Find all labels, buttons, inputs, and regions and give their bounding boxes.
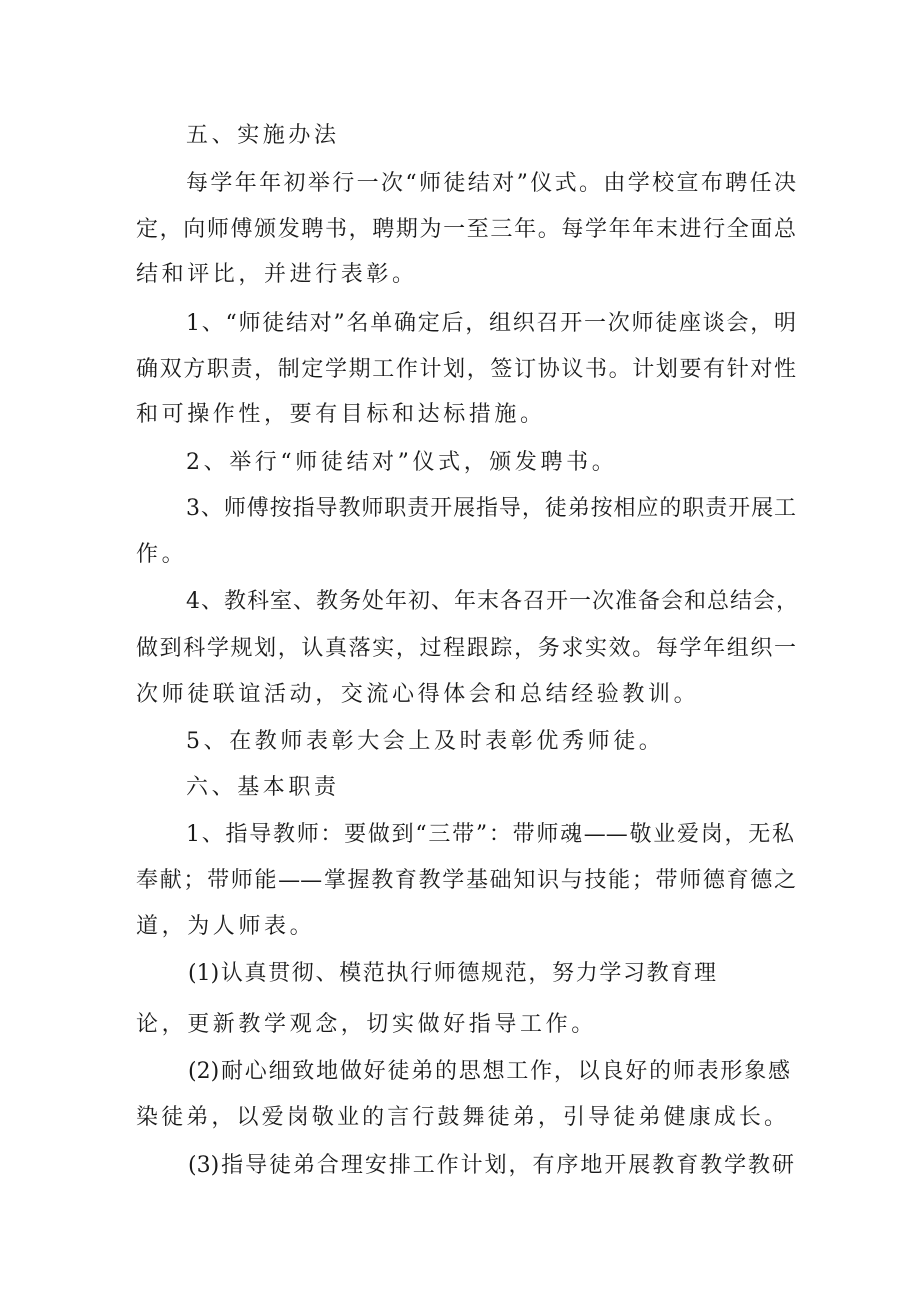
list-item-line: (3)指导徒弟合理安排工作计划，有序地开展教育教学教研 xyxy=(188,1153,794,1178)
list-item-line: (1)认真贯彻、模范执行师德规范，努力学习教育理 xyxy=(188,961,716,986)
paragraph-line: 4、教科室、教务处年初、年末各召开一次准备会和总结会， xyxy=(186,589,798,614)
paragraph-line: 次师徒联谊活动，交流心得体会和总结经验教训。 xyxy=(136,682,700,707)
list-item-line: (2)耐心细致地做好徒弟的思想工作，以良好的师表形象感 xyxy=(188,1059,790,1084)
paragraph-line: 定，向师傅颁发聘书，聘期为一至三年。每学年年末进行全面总 xyxy=(136,217,796,242)
paragraph-line: 奉献；带师能——掌握教育教学基础知识与技能；带师德育德之 xyxy=(136,868,796,893)
paragraph-line: 结和评比，并进行表彰。 xyxy=(136,262,418,287)
list-item-line: 论，更新教学观念，切实做好指导工作。 xyxy=(136,1012,597,1037)
paragraph-line: 每学年年初举行一次“师徒结对”仪式。由学校宣布聘任决 xyxy=(186,171,796,196)
paragraph-line: 作。 xyxy=(136,542,188,567)
paragraph-line: 2、举行“师徒结对”仪式，颁发聘书。 xyxy=(186,450,618,475)
section-heading-duties: 六、基本职责 xyxy=(186,775,340,800)
paragraph-line: 确双方职责，制定学期工作计划，签订协议书。计划要有针对性 xyxy=(136,357,796,382)
paragraph-line: 1、“师徒结对”名单确定后，组织召开一次师徒座谈会，明 xyxy=(186,311,796,336)
paragraph-line: 道，为人师表。 xyxy=(136,914,316,939)
paragraph-line: 和可操作性，要有目标和达标措施。 xyxy=(136,402,546,427)
paragraph-line: 5、在教师表彰大会上及时表彰优秀师徒。 xyxy=(186,729,665,754)
section-heading-implementation: 五、实施办法 xyxy=(186,123,340,148)
paragraph-line: 3、师傅按指导教师职责开展指导，徒弟按相应的职责开展工 xyxy=(186,496,796,521)
list-item-line: 染徒弟，以爱岗敬业的言行鼓舞徒弟，引导徒弟健康成长。 xyxy=(136,1105,786,1130)
paragraph-line: 1、指导教师：要做到“三带”：带师魂——敬业爱岗，无私 xyxy=(186,822,794,847)
paragraph-line: 做到科学规划，认真落实，过程跟踪，务求实效。每学年组织一 xyxy=(136,636,796,661)
